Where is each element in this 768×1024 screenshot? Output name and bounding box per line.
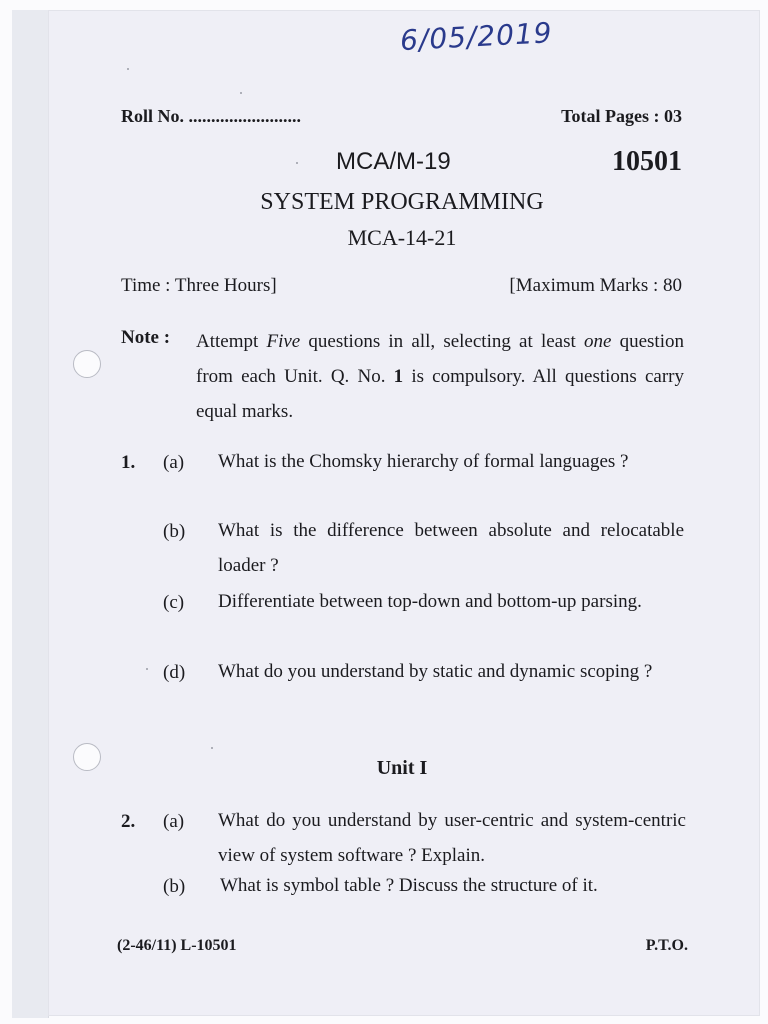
question-part-text: What do you understand by static and dynamic scoping ? bbox=[218, 661, 653, 682]
note-text: Attempt Five questions in all, selecting at least one question from each Unit. Q. No. 1 is compulsory. All questions carry equal marks. bbox=[196, 331, 684, 422]
exam-duration: Time : Three Hours] bbox=[121, 275, 277, 296]
footer-code: (2-46/11) L-10501 bbox=[117, 937, 237, 954]
question-part-text: Differentiate between top-down and bottom-up parsing. bbox=[218, 591, 642, 612]
punch-hole-icon bbox=[73, 350, 101, 378]
note-label: Note : bbox=[121, 327, 171, 348]
scan-speck bbox=[211, 747, 213, 749]
question-part-label: (b) bbox=[163, 876, 186, 897]
question-part-label: (a) bbox=[163, 811, 185, 832]
question-part-text: What is the Chomsky hierarchy of formal languages ? bbox=[218, 451, 629, 472]
scan-speck bbox=[146, 668, 148, 670]
scan-speck bbox=[127, 68, 129, 70]
question-part-label: (c) bbox=[163, 592, 185, 613]
unit-heading: Unit I bbox=[376, 757, 428, 779]
roll-number-field: Roll No. ......................... bbox=[121, 106, 301, 126]
question-part-label: (d) bbox=[163, 662, 186, 683]
scan-speck bbox=[296, 162, 298, 164]
course-code: MCA-14-21 bbox=[347, 225, 457, 250]
please-turn-over: P.T.O. bbox=[645, 937, 688, 954]
question-part-label: (b) bbox=[163, 521, 186, 542]
question-part-text: What do you understand by user-centric and system-centric view of system software ? Explain. bbox=[218, 810, 686, 866]
handwritten-date: 6/05/2019 bbox=[399, 16, 554, 58]
question-part-text: What is symbol table ? Discuss the structure of it. bbox=[220, 875, 598, 896]
scan-speck bbox=[240, 92, 242, 94]
maximum-marks: [Maximum Marks : 80 bbox=[509, 275, 682, 296]
question-number: 2. bbox=[121, 811, 136, 832]
question-number: 1. bbox=[121, 452, 136, 473]
binding-strip bbox=[12, 10, 49, 1018]
subject-title: SYSTEM PROGRAMMING bbox=[260, 189, 544, 215]
paper-code: 10501 bbox=[612, 146, 682, 177]
question-part-text: What is the difference between absolute and relocatable loader ? bbox=[218, 520, 684, 576]
total-pages: Total Pages : 03 bbox=[561, 106, 682, 126]
question-part-label: (a) bbox=[163, 452, 185, 473]
exam-code: MCA/M-19 bbox=[336, 148, 451, 175]
